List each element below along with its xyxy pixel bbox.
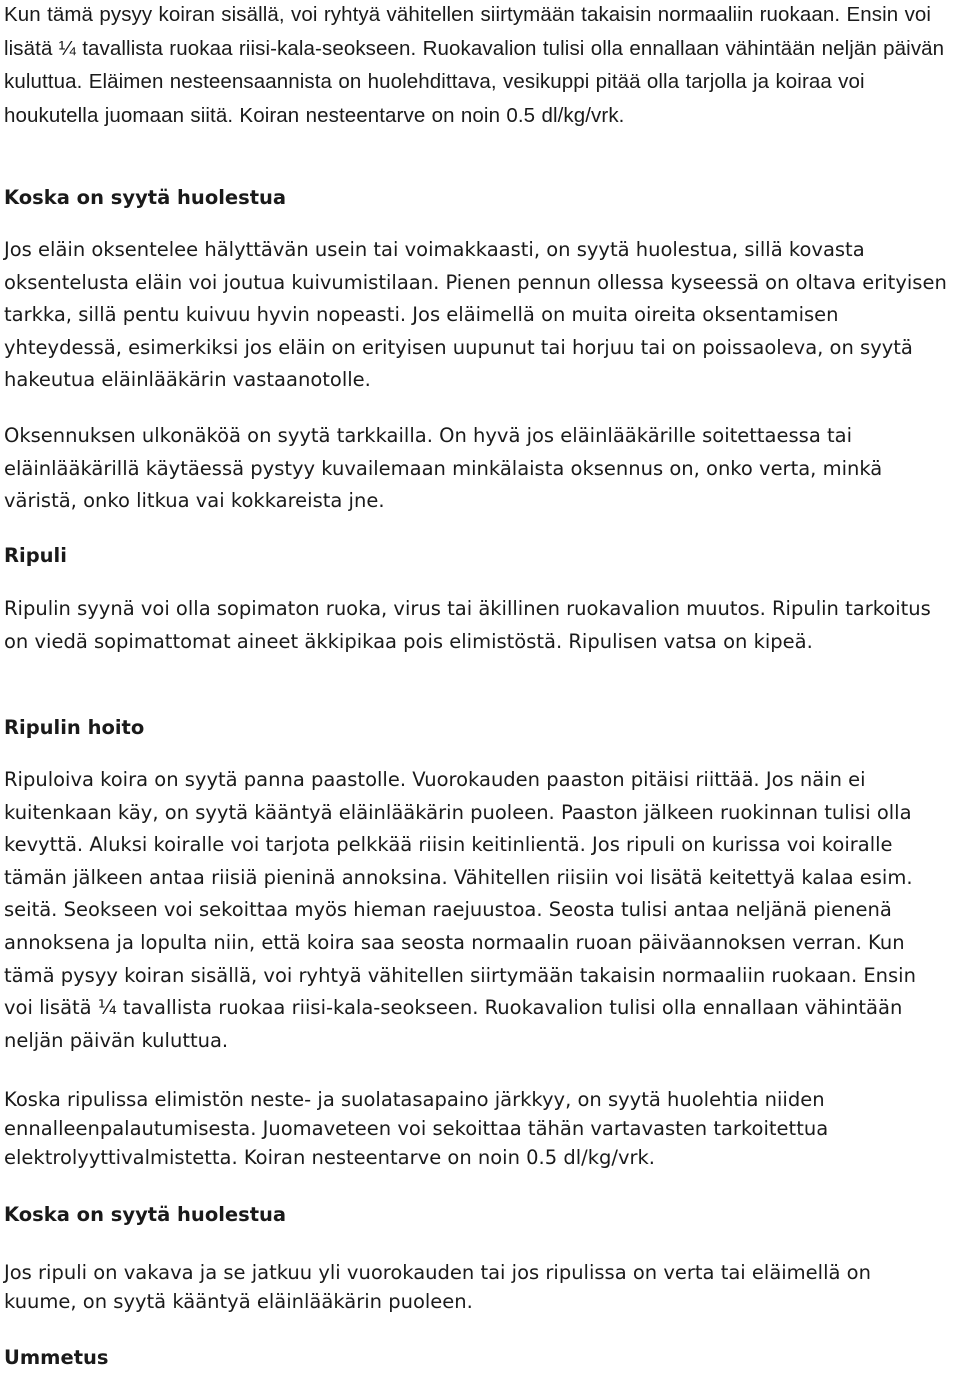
paragraph-intro-feeding: Kun tämä pysyy koiran sisällä, voi ryhtyä vähitellen siirtymään takaisin normaaliin ruokaan. Ensin voi lisätä ¼ tavallista ruokaa riisi-kala-seokseen. Ruokavalion tulisi olla ennallaan vähintään neljän päivän kuluttua. Eläimen nesteensaannista on huolehdittava, vesikuppi pitää olla tarjolla ja koiraa voi houkutella juomaan siitä. Koiran nesteentarve on noin 0.5 dl/kg/vrk. xyxy=(4,3,945,127)
paragraph-vomiting-warning: Jos eläin oksentelee hälyttävän usein tai voimakkaasti, on syytä huolestua, sillä kovasta oksentelusta eläin voi joutua kuivumistilaan. Pienen pennun ollessa kyseessä on oltava erityisen tarkka, sillä pentu kuivuu hyvin nopeasti. Jos eläimellä on muita oireita oksentamisen yhteydessä, esimerkiksi jos eläin on erityisen uupunut tai horjuu tai on poissaoleva, on syytä hakeutua eläinlääkärin vastaanotolle. xyxy=(4,238,947,392)
heading-diarrhea: Ripuli xyxy=(4,544,67,567)
heading-constipation: Ummetus xyxy=(4,1346,109,1369)
heading-diarrhea-treatment: Ripulin hoito xyxy=(4,716,145,739)
paragraph-vomit-appearance: Oksennuksen ulkonäköä on syytä tarkkailla. On hyvä jos eläinlääkärille soitettaessa tai eläinlääkärillä käytäessä pystyy kuvailemaan minkälaista oksennus on, onko verta, minkä väristä, onko litkua vai kokkareista jne. xyxy=(4,424,883,513)
paragraph-severe-diarrhea: Jos ripuli on vakava ja se jatkuu yli vuorokauden tai jos ripulissa on verta tai eläimellä on kuume, on syytä kääntyä eläinlääkärin puoleen. xyxy=(4,1261,871,1313)
heading-when-to-worry-2: Koska on syytä huolestua xyxy=(4,1203,287,1226)
paragraph-diarrhea-causes: Ripulin syynä voi olla sopimaton ruoka, virus tai äkillinen ruokavalion muutos. Ripulin tarkoitus on viedä sopimattomat aineet äkkipikaa pois elimistöstä. Ripulisen vatsa on kipeä. xyxy=(4,597,931,653)
paragraph-diarrhea-treatment: Ripuloiva koira on syytä panna paastolle. Vuorokauden paaston pitäisi riittää. Jos näin ei kuitenkaan käy, on syytä kääntyä eläinlääkärin puoleen. Paaston jälkeen ruokinnan tulisi olla kevyttä. Aluksi koiralle voi tarjota pelkkää riisin keitinlientä. Jos ripuli on kurissa voi koiralle tämän jälkeen antaa riisiä pieninä annoksina. Vähitellen riisiin voi lisätä keitettyä kalaa esim. seitä. Seokseen voi sekoittaa myös hieman raejuustoa. Seosta tulisi antaa neljänä pienenä annoksena ja lopulta niin, että koira saa seosta normaalin ruoan päiväannoksen verran. Kun tämä pysyy koiran sisällä, voi ryhtyä vähitellen siirtymään takaisin normaaliin ruokaan. Ensin voi lisätä ¼ tavallista ruokaa riisi-kala-seokseen. Ruokavalion tulisi olla ennallaan vähintään neljän päivän kuluttua. xyxy=(4,768,916,1052)
paragraph-electrolytes: Koska ripulissa elimistön neste- ja suolatasapaino järkkyy, on syytä huolehtia niiden ennalleenpalautumisesta. Juomaveteen voi sekoittaa tähän vartavasten tarkoitettua elektrolyyttivalmistetta. Koiran nesteentarve on noin 0.5 dl/kg/vrk. xyxy=(4,1088,829,1169)
heading-when-to-worry: Koska on syytä huolestua xyxy=(4,186,287,209)
